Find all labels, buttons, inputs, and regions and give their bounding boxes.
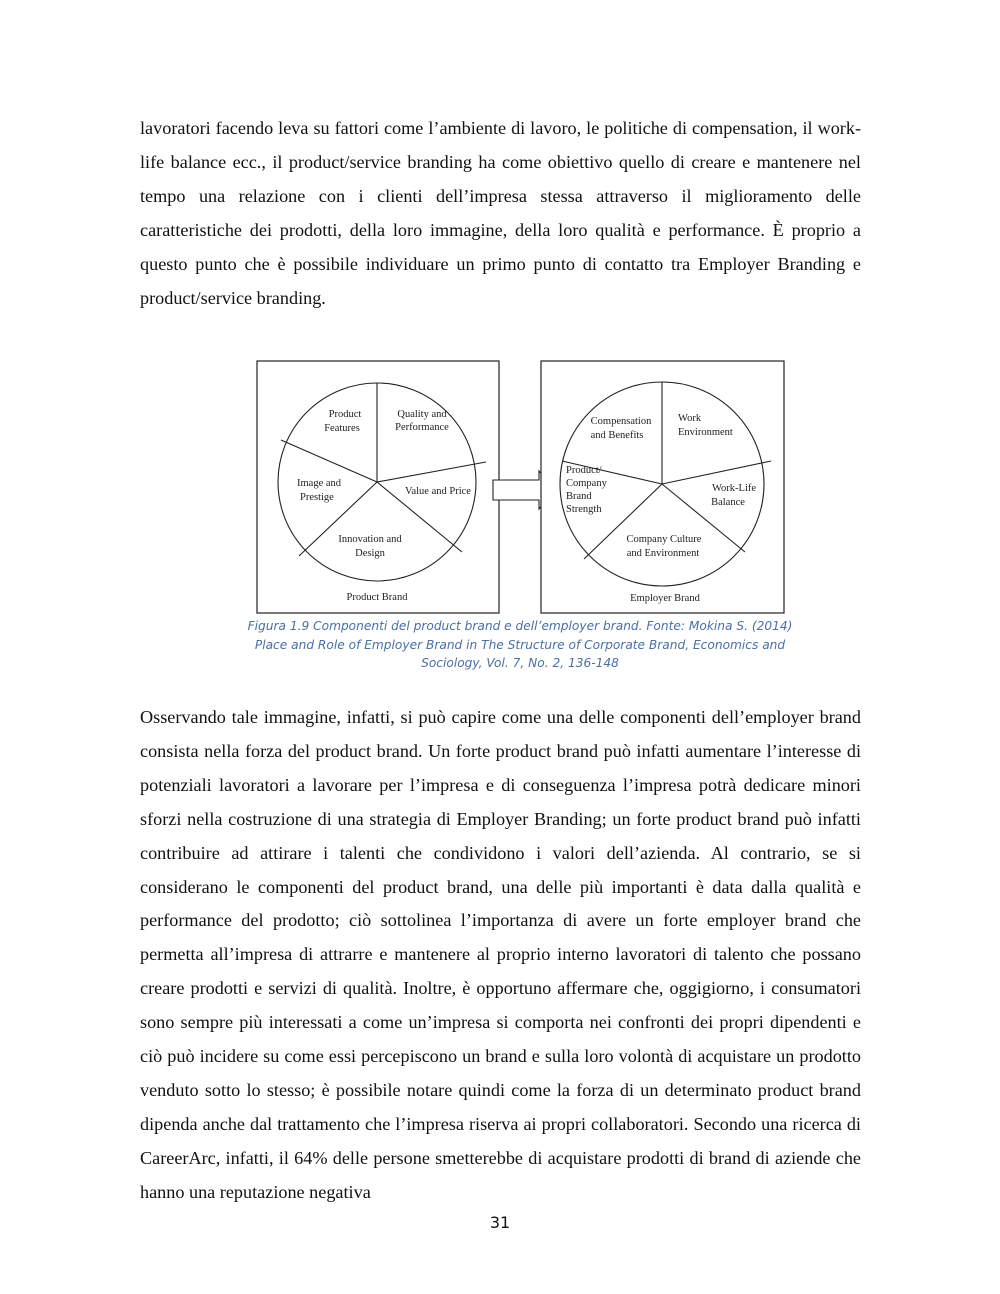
product-brand-title: Product Brand xyxy=(346,592,408,603)
segment-work-life-balance: Work-Life Balance xyxy=(711,483,757,508)
body-paragraph-1: lavoratori facendo leva su fattori come l’ambiente di lavoro, le politiche di compensation, il work-life balance ecc., il product/service branding ha come obiettivo quello di creare e mantenere nel tempo una relazione con i clienti dell’impresa stessa attraverso il miglioramento delle caratteristiche dei prodotti, della loro immagine, della loro qualità e performance. È proprio a questo punto che è possibile individuare un primo punto di contatto tra Employer Branding e product/service branding. xyxy=(140,118,861,308)
segment-company-culture-environment: Company Culture and Environment xyxy=(626,534,702,559)
segment-innovation-design: Innovation and Design xyxy=(338,534,402,559)
employer-brand-title: Employer Brand xyxy=(630,593,700,604)
body-paragraph-2: Osservando tale immagine, infatti, si può capire come una delle componenti dell’employer brand consista nella forza del product brand. Un forte product brand può infatti aumentare l’interesse di potenziali lavoratori a lavorare per l’impresa e di conseguenza l’impresa potrà dedicare minori sforzi nella costruzione di una strategia di Employer Branding; un forte product brand può infatti contribuire ad attirare i talenti che condividono i valori dell’azienda. Al contrario, se si considerano le componenti del product brand, una delle più importanti è data dalla qualità e performance del prodotto; ciò sottolinea l’importanza di avere un forte employer brand che permetta all’impresa di attrarre e mantenere al proprio interno lavoratori di talento che possano creare prodotti e servizi di qualità. Inoltre, è opportuno affermare che, oggigiorno, i consumatori sono sempre più interessati a come un’impresa si comporta nei confronti dei propri dipendenti e ciò può incidere su come essi percepiscono un brand e sulla loro volontà di acquistare un prodotto venduto sotto lo stesso; è possibile notare quindi come la forza di un determinato product brand dipenda anche dal trattamento che l’impresa riserva ai propri collaboratori. Secondo una ricerca di CareerArc, infatti, il 64% delle persone smetterebbe di acquistare prodotti di brand di aziende che hanno una reputazione negativa xyxy=(140,707,861,1202)
segment-compensation-benefits: Compensation and Benefits xyxy=(590,416,652,441)
segment-product-features: Product Features xyxy=(324,409,362,434)
segment-value-price: Value and Price xyxy=(405,486,471,497)
figure-brand-components xyxy=(255,359,787,615)
product-brand-panel xyxy=(257,361,499,613)
segment-quality-performance: Quality and Performance xyxy=(395,409,449,433)
segment-image-prestige: Image and Prestige xyxy=(297,478,342,503)
segment-product-company-brand-strength: Product/ Company Brand Strength xyxy=(566,465,607,515)
segment-work-environment: Work Environment xyxy=(678,413,733,438)
page-number: 31 xyxy=(489,1213,511,1232)
employer-brand-panel xyxy=(541,361,784,613)
figure-caption: Figura 1.9 Componenti del product brand e dell’employer brand. Fonte: Mokina S. (2014) Place and Role of Employer Brand in The Structure of Corporate Brand, Economics and Sociology, Vol. 7, No. 2, 136-148 xyxy=(247,619,793,670)
